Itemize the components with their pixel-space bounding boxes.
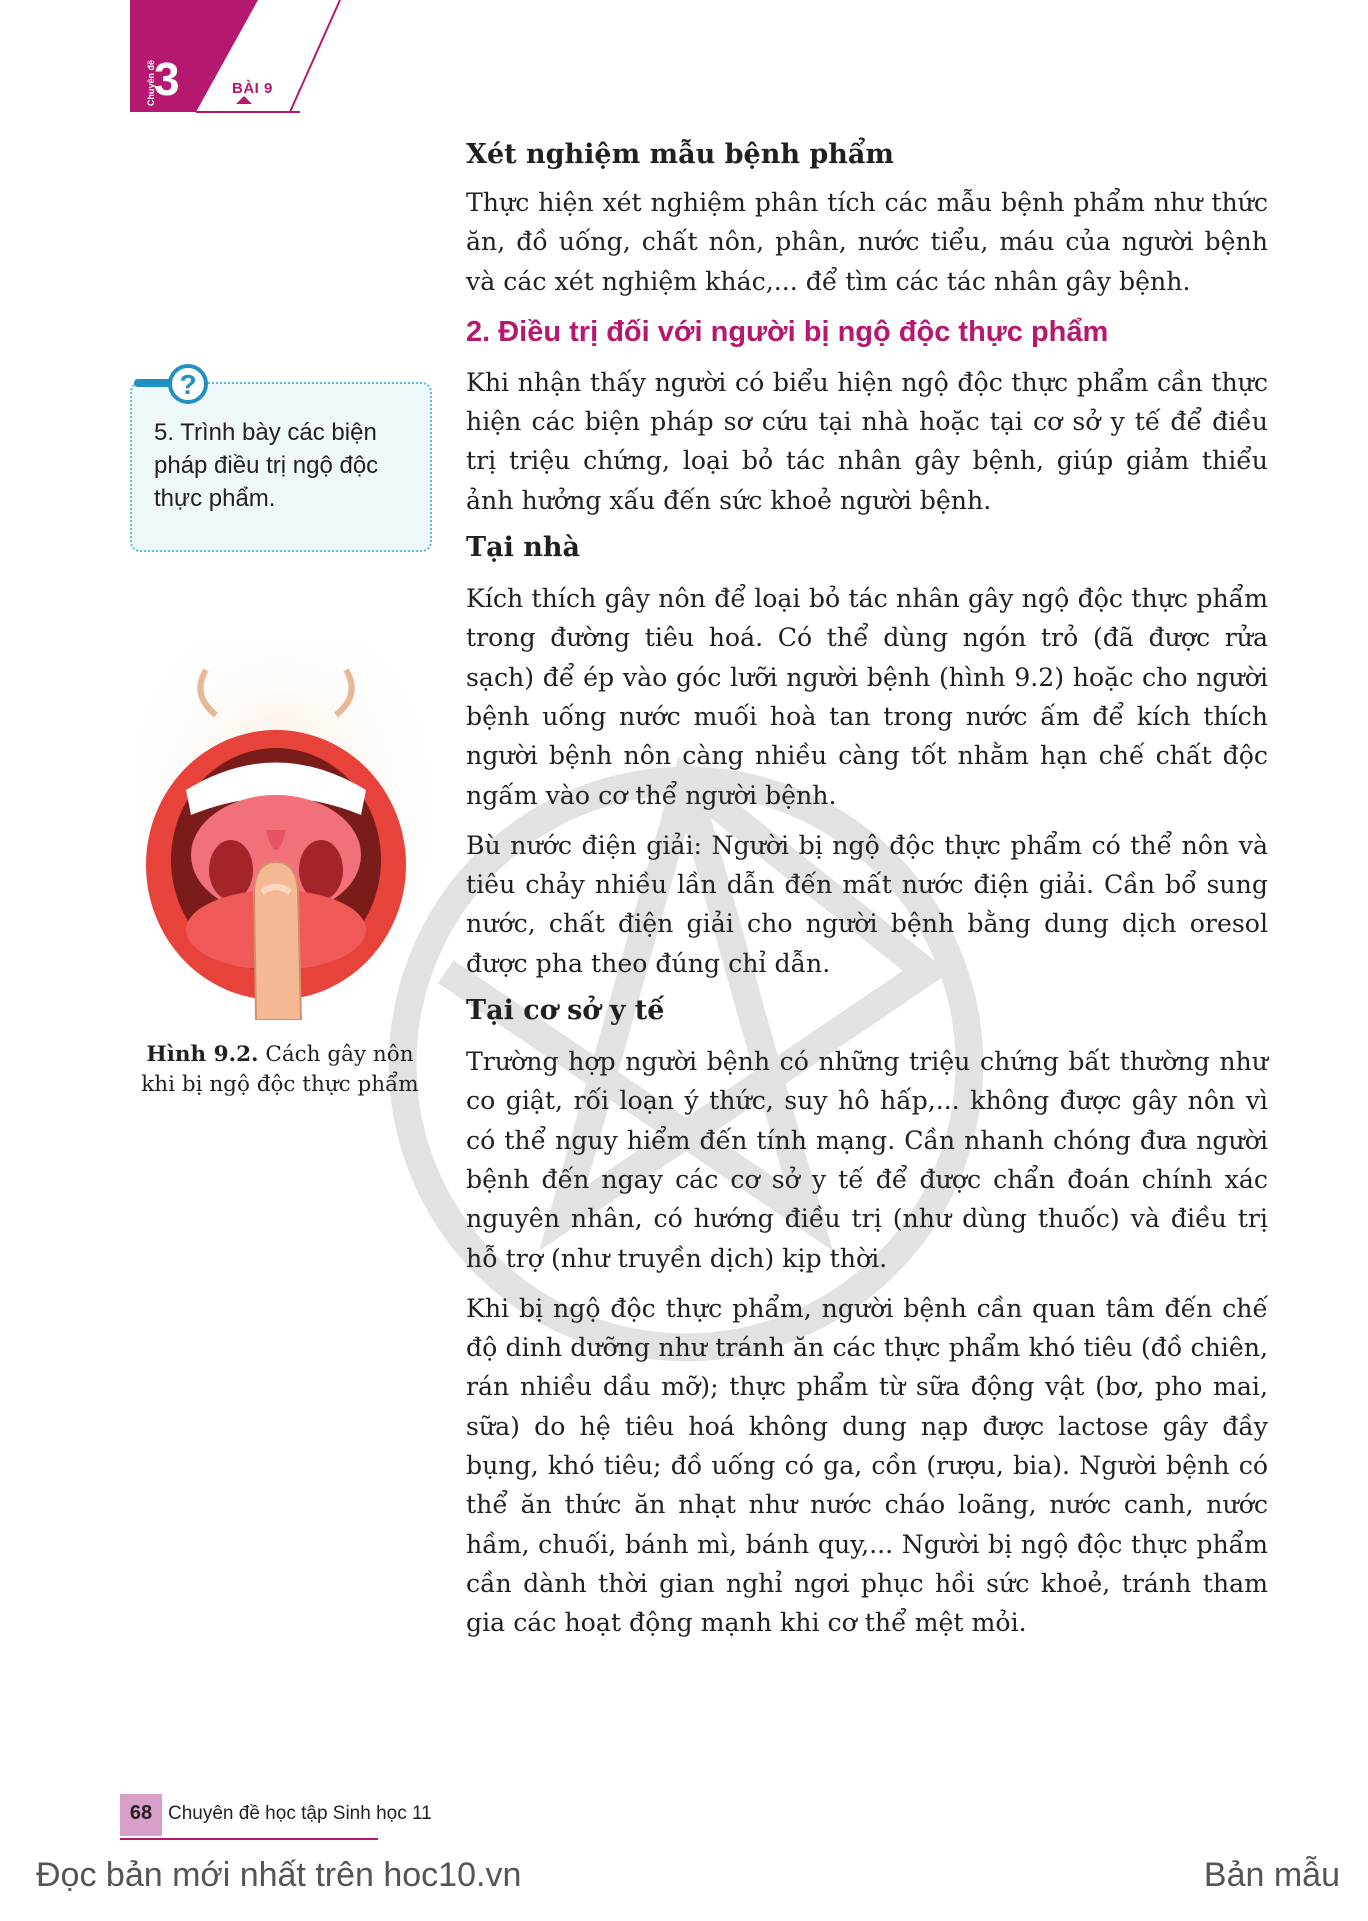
mouth-illustration xyxy=(136,640,426,1020)
figure-label: Hình 9.2. xyxy=(146,1042,259,1067)
figure-caption xyxy=(130,1040,430,1100)
lesson-label: BÀI 9 xyxy=(232,80,273,97)
page-number: 68 xyxy=(129,1802,153,1824)
paragraph-intro: Khi nhận thấy người có biểu hiện ngộ độc thực phẩm cần thực hiện các biện pháp sơ cứu tại nhà hoặc tại cơ sở y tế để điều trị triệu chứng, loại bỏ tác nhân gây bệnh, giúp giảm thiểu ảnh hưởng xấu đến sức khoẻ người bệnh. xyxy=(466,367,1268,515)
heading-tai-nha: Tại nhà xyxy=(466,532,580,564)
magnifier-question-icon xyxy=(132,362,212,406)
topic-number: 3 xyxy=(154,53,180,105)
question-text: 5. Trình bày các biện pháp điều trị ngộ độc thực phẩm. xyxy=(154,419,379,512)
paragraph-tai-nha-2: Bù nước điện giải: Người bị ngộ độc thực phẩm có thể nôn và tiêu chảy nhiều lần dẫn đến mất nước điện giải. Cần bổ sung nước, chất điện giải cho người bệnh bằng dung dịch oresol được pha theo đúng chỉ dẫn. xyxy=(466,830,1268,978)
paragraph-xet-nghiem: Thực hiện xét nghiệm phân tích các mẫu bệnh phẩm như thức ăn, đồ uống, chất nôn, phân, nước tiểu, máu của người bệnh và các xét nghiệm khác,... để tìm các tác nhân gây bệnh. xyxy=(466,188,1268,296)
figure-caption-text: Cách gây nôn khi bị ngộ độc thực phẩm xyxy=(141,1042,419,1097)
heading-xet-nghiem: Xét nghiệm mẫu bệnh phẩm xyxy=(466,139,894,170)
footer-divider xyxy=(120,1838,378,1840)
topic-label: Chuyên đề xyxy=(146,59,156,106)
main-content xyxy=(466,135,1268,1643)
sample-label: Bản mẫu xyxy=(1203,1856,1340,1894)
svg-text:?: ? xyxy=(179,369,197,400)
heading-section-2: 2. Điều trị đối với người bị ngộ độc thực phẩm xyxy=(466,315,1109,348)
promo-link[interactable]: Đọc bản mới nhất trên hoc10.vn xyxy=(36,1856,522,1894)
paragraph-co-so-2: Khi bị ngộ độc thực phẩm, người bệnh cần quan tâm đến chế độ dinh dưỡng như tránh ăn các thực phẩm khó tiêu (đồ chiên, rán nhiều dầu mỡ); thực phẩm từ sữa động vật (bơ, pho mai, sữa) do hệ tiêu hoá không dung nạp được lactose gây đầy bụng, khó tiêu; đồ uống có ga, cồn (rượu, bia). Người bệnh có thể ăn thức ăn nhạt như nước cháo loãng, nước canh, nước hầm, chuối, bánh mì, bánh quy,... Người bị ngộ độc thực phẩm cần dành thời gian nghỉ ngơi phục hồi sức khoẻ, tránh tham gia các hoạt động mạnh khi cơ thể mệt mỏi. xyxy=(466,1293,1268,1638)
paragraph-tai-nha-1: Kích thích gây nôn để loại bỏ tác nhân gây ngộ độc thực phẩm trong đường tiêu hoá. Có thể dùng ngón trỏ (đã được rửa sạch) để ép vào góc lưỡi người bệnh (hình 9.2) hoặc cho người bệnh uống nước muối hoà tan trong nước ấm để kích thích người bệnh nôn càng nhiều càng tốt nhằm hạn chế chất độc ngấm vào cơ thể người bệnh. xyxy=(466,584,1268,810)
paragraph-co-so-1: Trường hợp người bệnh có những triệu chứng bất thường như co giật, rối loạn ý thức, suy hô hấp,... không được gây nôn vì có thể nguy hiểm đến tính mạng. Cần nhanh chóng đưa người bệnh đến ngay các cơ sở y tế để được chẩn đoán chính xác nguyên nhân, có hướng điều trị (như dùng thuốc) và điều trị hỗ trợ (như truyền dịch) kịp thời. xyxy=(466,1047,1268,1273)
book-title: Chuyên đề học tập Sinh học 11 xyxy=(168,1803,432,1824)
page-number-box xyxy=(120,1794,162,1836)
heading-co-so-y-te: Tại cơ sở y tế xyxy=(466,995,665,1027)
header-tab-shape xyxy=(0,0,360,120)
